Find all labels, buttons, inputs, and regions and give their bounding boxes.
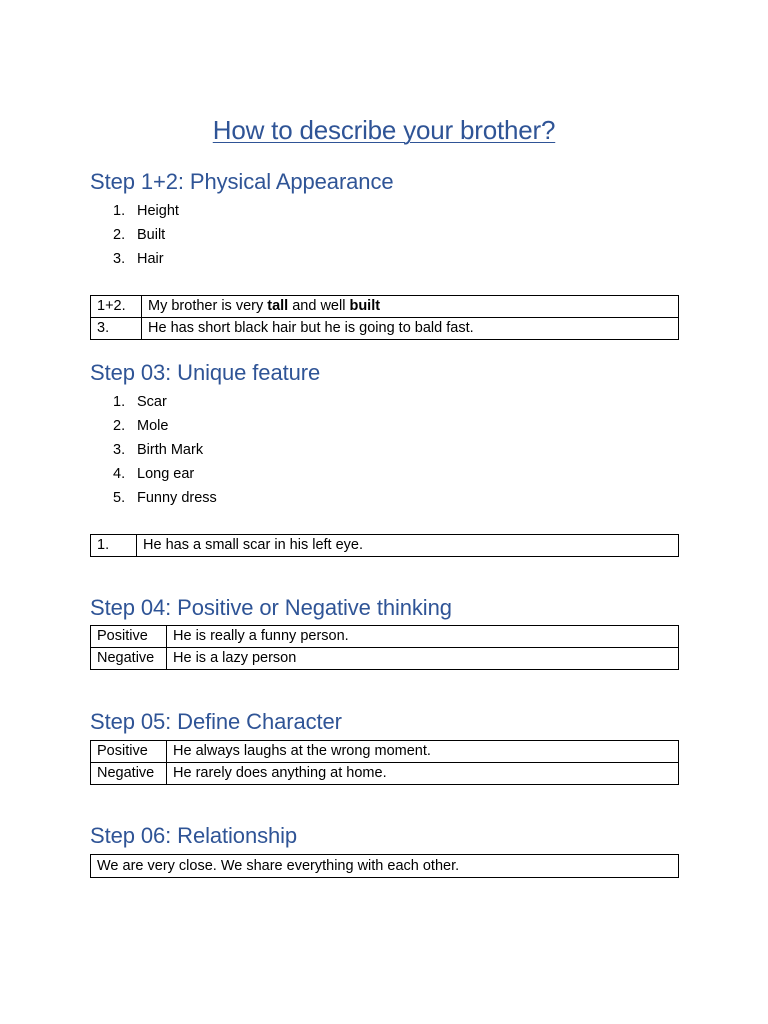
row-label: 3. — [91, 318, 142, 340]
row-label: 1+2. — [91, 296, 142, 318]
character-table — [90, 740, 679, 785]
list-number: 5. — [113, 490, 126, 506]
row-label: Negative — [91, 763, 167, 785]
section-heading-character: Step 05: Define Character — [90, 709, 342, 734]
list-text: Birth Mark — [137, 442, 204, 458]
row-label: Positive — [91, 741, 167, 763]
table-row — [91, 535, 679, 557]
list-number: 1. — [113, 394, 126, 410]
page-title: How to describe your brother? — [212, 115, 556, 145]
list-text: Funny dress — [137, 490, 217, 506]
row-text: We are very close. We share everything with each other. — [91, 855, 679, 878]
row-text: He rarely does anything at home. — [167, 763, 679, 785]
list-number: 1. — [113, 203, 126, 219]
row-text: He has short black hair but he is going to bald fast. — [142, 318, 679, 340]
row-label: Positive — [91, 626, 167, 648]
bold-word-tall: tall — [267, 298, 289, 314]
thinking-table — [90, 625, 679, 670]
section-heading-physical-appearance: Step 1+2: Physical Appearance — [90, 169, 394, 194]
list-number: 2. — [113, 227, 126, 243]
table-row — [91, 318, 679, 340]
physical-appearance-table — [90, 295, 679, 340]
bold-word-built: built — [349, 298, 381, 314]
section-heading-unique-feature: Step 03: Unique feature — [90, 360, 321, 385]
list-number: 2. — [113, 418, 126, 434]
row-text: He is really a funny person. — [167, 626, 679, 648]
list-text: Height — [137, 203, 179, 219]
row-text: He always laughs at the wrong moment. — [167, 741, 679, 763]
list-text: Scar — [137, 394, 167, 410]
section-heading-thinking: Step 04: Positive or Negative thinking — [90, 595, 452, 620]
row-label: Negative — [91, 648, 167, 670]
list-number: 4. — [113, 466, 126, 482]
list-number: 3. — [113, 442, 126, 458]
list-text: Long ear — [137, 466, 195, 482]
row-label: 1. — [91, 535, 137, 557]
table-row — [91, 626, 679, 648]
section-heading-relationship: Step 06: Relationship — [90, 823, 298, 848]
table-row — [91, 648, 679, 670]
text-segment: and well — [288, 298, 350, 314]
row-text — [142, 296, 679, 318]
table-row — [91, 296, 679, 318]
table-row — [91, 741, 679, 763]
relationship-table — [90, 854, 679, 878]
list-number: 3. — [113, 251, 126, 267]
table-row — [91, 855, 679, 878]
list-text: Mole — [137, 418, 169, 434]
list-text: Hair — [137, 251, 164, 267]
unique-feature-table — [90, 534, 679, 557]
list-text: Built — [137, 227, 166, 243]
row-text: He is a lazy person — [167, 648, 679, 670]
row-text: He has a small scar in his left eye. — [137, 535, 679, 557]
table-row — [91, 763, 679, 785]
text-segment: My brother is very — [148, 298, 268, 314]
